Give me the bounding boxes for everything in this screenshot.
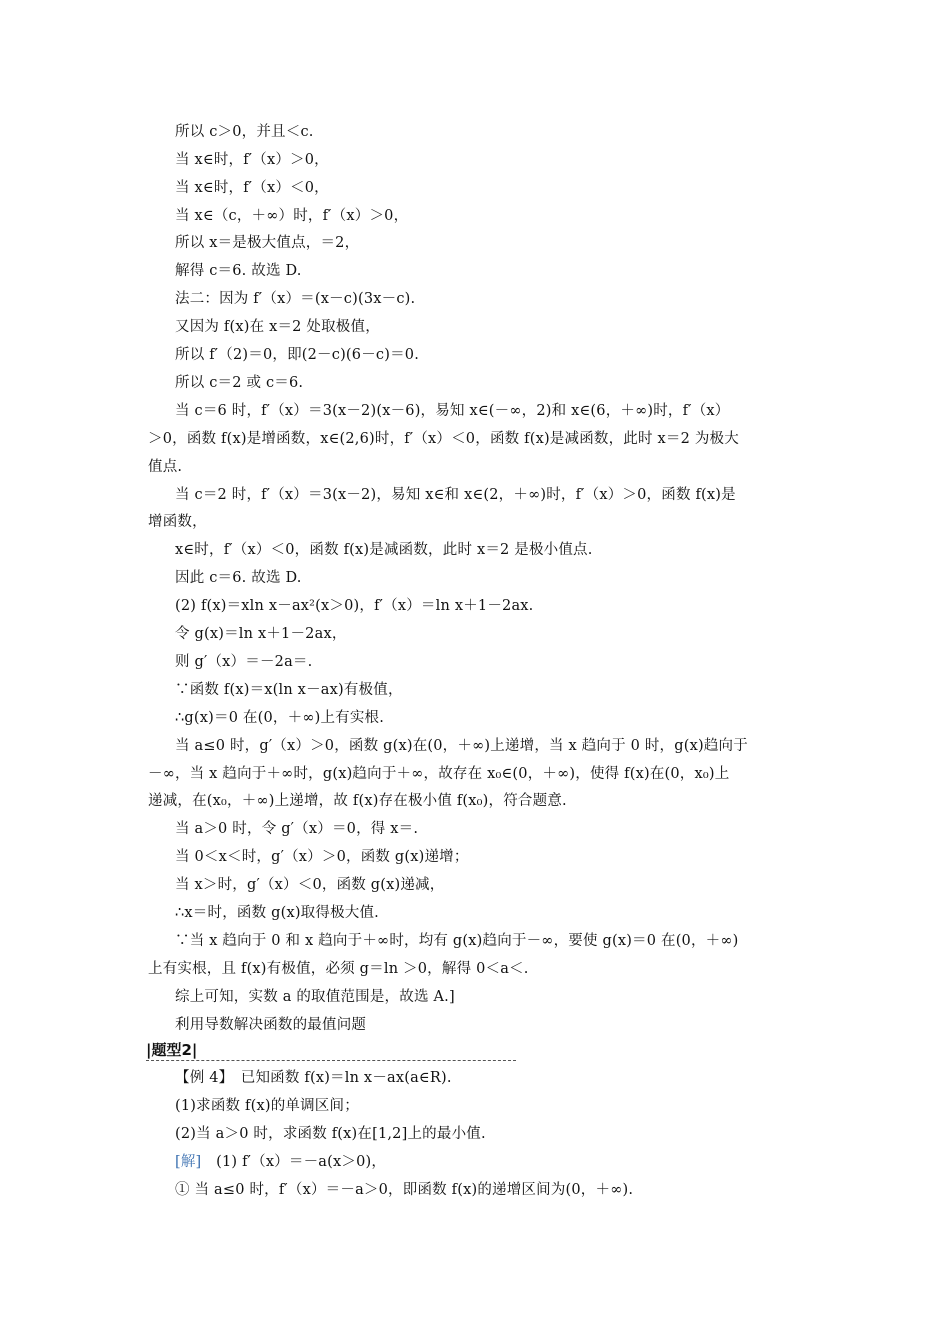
text-line: 所以 c＞0，并且＜c. <box>175 124 314 140</box>
section-divider <box>146 1060 516 1061</box>
text-line: (2) f(x)＝xln x－ax²(x＞0)，f′（x）＝ln x＋1－2ax. <box>175 598 534 614</box>
text-line: 上有实根，且 f(x)有极值，必须 g＝ln ＞0，解得 0＜a＜. <box>148 961 529 977</box>
text-line: 当 a≤0 时，g′（x）＞0，函数 g(x)在(0，＋∞)上递增，当 x 趋向于 0 时，g(x)趋向于 <box>175 738 748 754</box>
section-heading: 利用导数解决函数的最值问题 <box>175 1017 367 1033</box>
text-line: 所以 f′（2)＝0，即(2－c)(6－c)＝0. <box>175 347 420 363</box>
section-tag: |题型2| <box>146 1041 198 1059</box>
text-line: 因此 c＝6. 故选 D. <box>175 570 302 586</box>
text-line: x∈时，f′（x）＜0，函数 f(x)是减函数，此时 x＝2 是极小值点. <box>175 542 593 558</box>
text-line: 当 0＜x＜时，g′（x）＞0，函数 g(x)递增； <box>175 849 469 865</box>
text-line: 则 g′（x）＝－2a＝. <box>175 654 313 670</box>
example-question-1: (1)求函数 f(x)的单调区间； <box>175 1098 359 1114</box>
text-line: 递减，在(x₀，＋∞)上递增，故 f(x)存在极小值 f(x₀)，符合题意. <box>148 793 567 809</box>
text-line: 所以 c＝2 或 c＝6. <box>175 375 304 391</box>
text-line: 当 x∈时，f′（x）＜0， <box>175 180 329 196</box>
text-line: ∵函数 f(x)＝x(ln x－ax)有极值， <box>175 682 403 698</box>
text-line: ∵当 x 趋向于 0 和 x 趋向于＋∞时，均有 g(x)趋向于－∞，要使 g(x)＝0 在(0，＋∞) <box>175 933 739 949</box>
solution-mark: [解] <box>175 1154 202 1170</box>
text-line: 当 c＝6 时，f′（x）＝3(x－2)(x－6)，易知 x∈(－∞，2)和 x∈(6，＋∞)时，f′（x） <box>175 403 730 419</box>
text-line: 解得 c＝6. 故选 D. <box>175 263 302 279</box>
text-line: ＞0，函数 f(x)是增函数，x∈(2,6)时，f′（x）＜0，函数 f(x)是减函数，此时 x＝2 为极大 <box>148 431 739 447</box>
text-line: 当 x＞时，g′（x）＜0，函数 g(x)递减， <box>175 877 445 893</box>
example-question-2: (2)当 a＞0 时，求函数 f(x)在[1,2]上的最小值. <box>175 1126 486 1142</box>
text-line: 综上可知，实数 a 的取值范围是，故选 A.] <box>175 989 455 1005</box>
text-line: 令 g(x)＝ln x＋1－2ax， <box>175 626 347 642</box>
example-title: 【例 4】 已知函数 f(x)＝ln x－ax(a∈R). <box>175 1070 452 1086</box>
text-line: 当 c＝2 时，f′（x）＝3(x－2)，易知 x∈和 x∈(2，＋∞)时，f′（x）＞0，函数 f(x)是 <box>175 487 736 503</box>
text-line: ∴x＝时，函数 g(x)取得极大值. <box>175 905 379 921</box>
text-line: 当 a＞0 时，令 g′（x）＝0，得 x＝. <box>175 821 419 837</box>
text-line: 值点. <box>148 459 183 475</box>
text-line: －∞，当 x 趋向于＋∞时，g(x)趋向于＋∞，故存在 x₀∈(0，＋∞)，使得 f(x)在(0，x₀)上 <box>148 766 730 782</box>
text-line: 法二：因为 f′（x）＝(x－c)(3x－c). <box>175 291 416 307</box>
text-line: 所以 x＝是极大值点，＝2， <box>175 235 360 251</box>
text-line: 当 x∈（c，＋∞）时，f′（x）＞0， <box>175 208 409 224</box>
text-line: 又因为 f(x)在 x＝2 处取极值， <box>175 319 380 335</box>
text-line: 增函数， <box>148 514 207 530</box>
solution-text: (1) f′（x）＝－a(x＞0)， <box>201 1154 387 1170</box>
solution-case-1: ① 当 a≤0 时，f′（x）＝－a＞0，即函数 f(x)的递增区间为(0，＋∞). <box>175 1182 634 1198</box>
solution-line <box>175 1152 386 1172</box>
text-line: ∴g(x)＝0 在(0，＋∞)上有实根. <box>175 710 385 726</box>
text-line: 当 x∈时，f′（x）＞0， <box>175 152 329 168</box>
